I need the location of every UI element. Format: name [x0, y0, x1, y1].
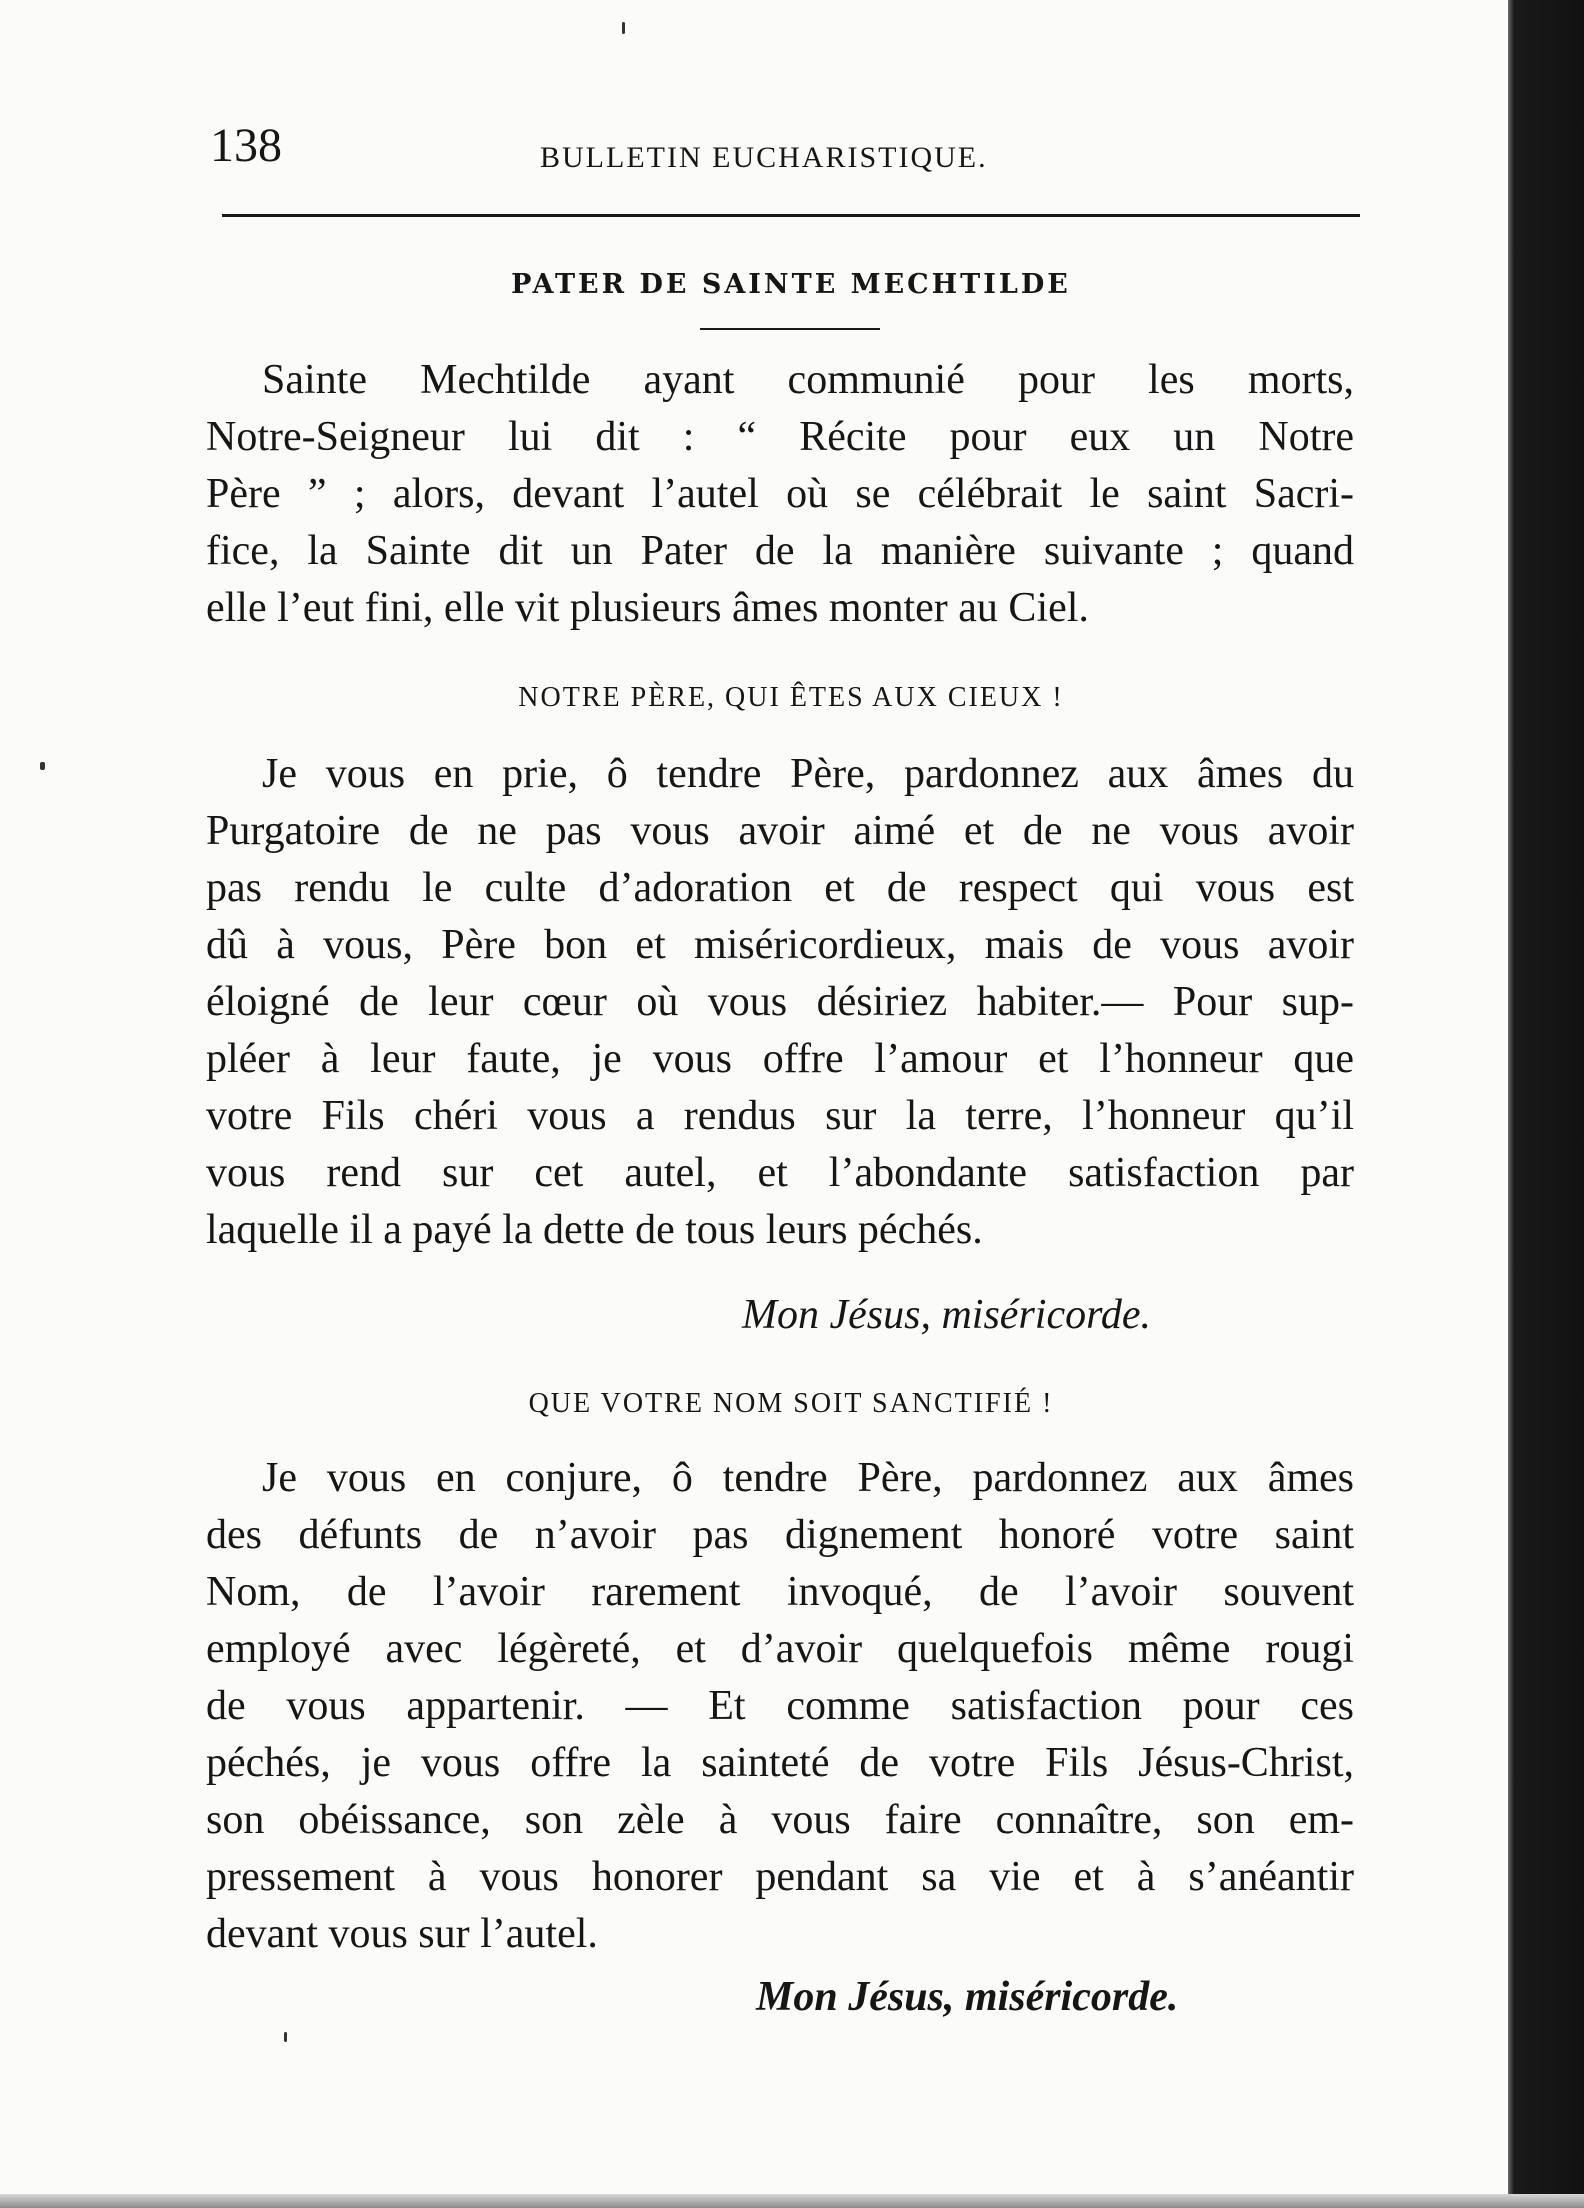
- header-rule: [222, 214, 1360, 217]
- text-line: pas rendu le culte d’adoration et de respect qui vous est: [206, 865, 1354, 911]
- text-line: des défunts de n’avoir pas dignement honoré votre saint: [206, 1512, 1354, 1558]
- scanner-edge-bottom: [0, 2194, 1584, 2208]
- text-line: vous rend sur cet autel, et l’abondante satisfaction par: [206, 1150, 1354, 1196]
- text-line: pressement à vous honorer pendant sa vie et à s’anéantir: [206, 1854, 1354, 1900]
- scan-speck: [284, 2032, 287, 2042]
- text-line: de vous appartenir. — Et comme satisfaction pour ces: [206, 1683, 1354, 1729]
- text-line: laquelle il a payé la dette de tous leurs péchés.: [206, 1207, 983, 1253]
- text-line: Notre-Seigneur lui dit : “ Récite pour eux un Notre: [206, 414, 1354, 460]
- section-heading: QUE VOTRE NOM SOIT SANCTIFIÉ !: [528, 1388, 1054, 1419]
- text-line: péchés, je vous offre la sainteté de votre Fils Jésus-Christ,: [206, 1740, 1354, 1786]
- text-line: elle l’eut fini, elle vit plusieurs âmes monter au Ciel.: [206, 585, 1089, 631]
- text-line: Purgatoire de ne pas vous avoir aimé et de ne vous avoir: [206, 808, 1354, 854]
- text-line: pléer à leur faute, je vous offre l’amour et l’honneur que: [206, 1036, 1354, 1082]
- text-line: Je vous en conjure, ô tendre Père, pardonnez aux âmes: [262, 1455, 1354, 1501]
- scan-speck: [40, 762, 45, 770]
- running-title: BULLETIN EUCHARISTIQUE.: [540, 141, 988, 174]
- text-line: devant vous sur l’autel.: [206, 1911, 598, 1957]
- text-line: Nom, de l’avoir rarement invoqué, de l’avoir souvent: [206, 1569, 1354, 1615]
- text-line: Sainte Mechtilde ayant communié pour les morts,: [262, 357, 1354, 403]
- text-line: fice, la Sainte dit un Pater de la manière suivante ; quand: [206, 528, 1354, 574]
- text-line: Père ” ; alors, devant l’autel où se célébrait le saint Sacri-: [206, 471, 1354, 517]
- title-rule: [700, 328, 880, 330]
- page-number: 138: [210, 119, 282, 172]
- section-heading: NOTRE PÈRE, QUI ÊTES AUX CIEUX !: [518, 682, 1064, 713]
- intro-paragraph: [206, 352, 1354, 637]
- section-paragraph: [206, 746, 1354, 1259]
- text-line: Je vous en prie, ô tendre Père, pardonnez aux âmes du: [262, 751, 1354, 797]
- closing-invocation: Mon Jésus, miséricorde.: [756, 1974, 1179, 2020]
- text-line: votre Fils chéri vous a rendus sur la terre, l’honneur qu’il: [206, 1093, 1354, 1139]
- text-line: son obéissance, son zèle à vous faire connaître, son em-: [206, 1797, 1354, 1843]
- article-title: PATER DE SAINTE MECHTILDE: [511, 269, 1071, 300]
- text-line: employé avec légèreté, et d’avoir quelquefois même rougi: [206, 1626, 1354, 1672]
- scanner-edge-right: [1508, 0, 1584, 2208]
- closing-invocation: Mon Jésus, miséricorde.: [742, 1292, 1152, 1338]
- text-line: éloigné de leur cœur où vous désiriez habiter.— Pour sup-: [206, 979, 1354, 1025]
- scan-speck: [622, 22, 625, 34]
- section-paragraph: [206, 1450, 1354, 1963]
- text-line: dû à vous, Père bon et miséricordieux, mais de vous avoir: [206, 922, 1354, 968]
